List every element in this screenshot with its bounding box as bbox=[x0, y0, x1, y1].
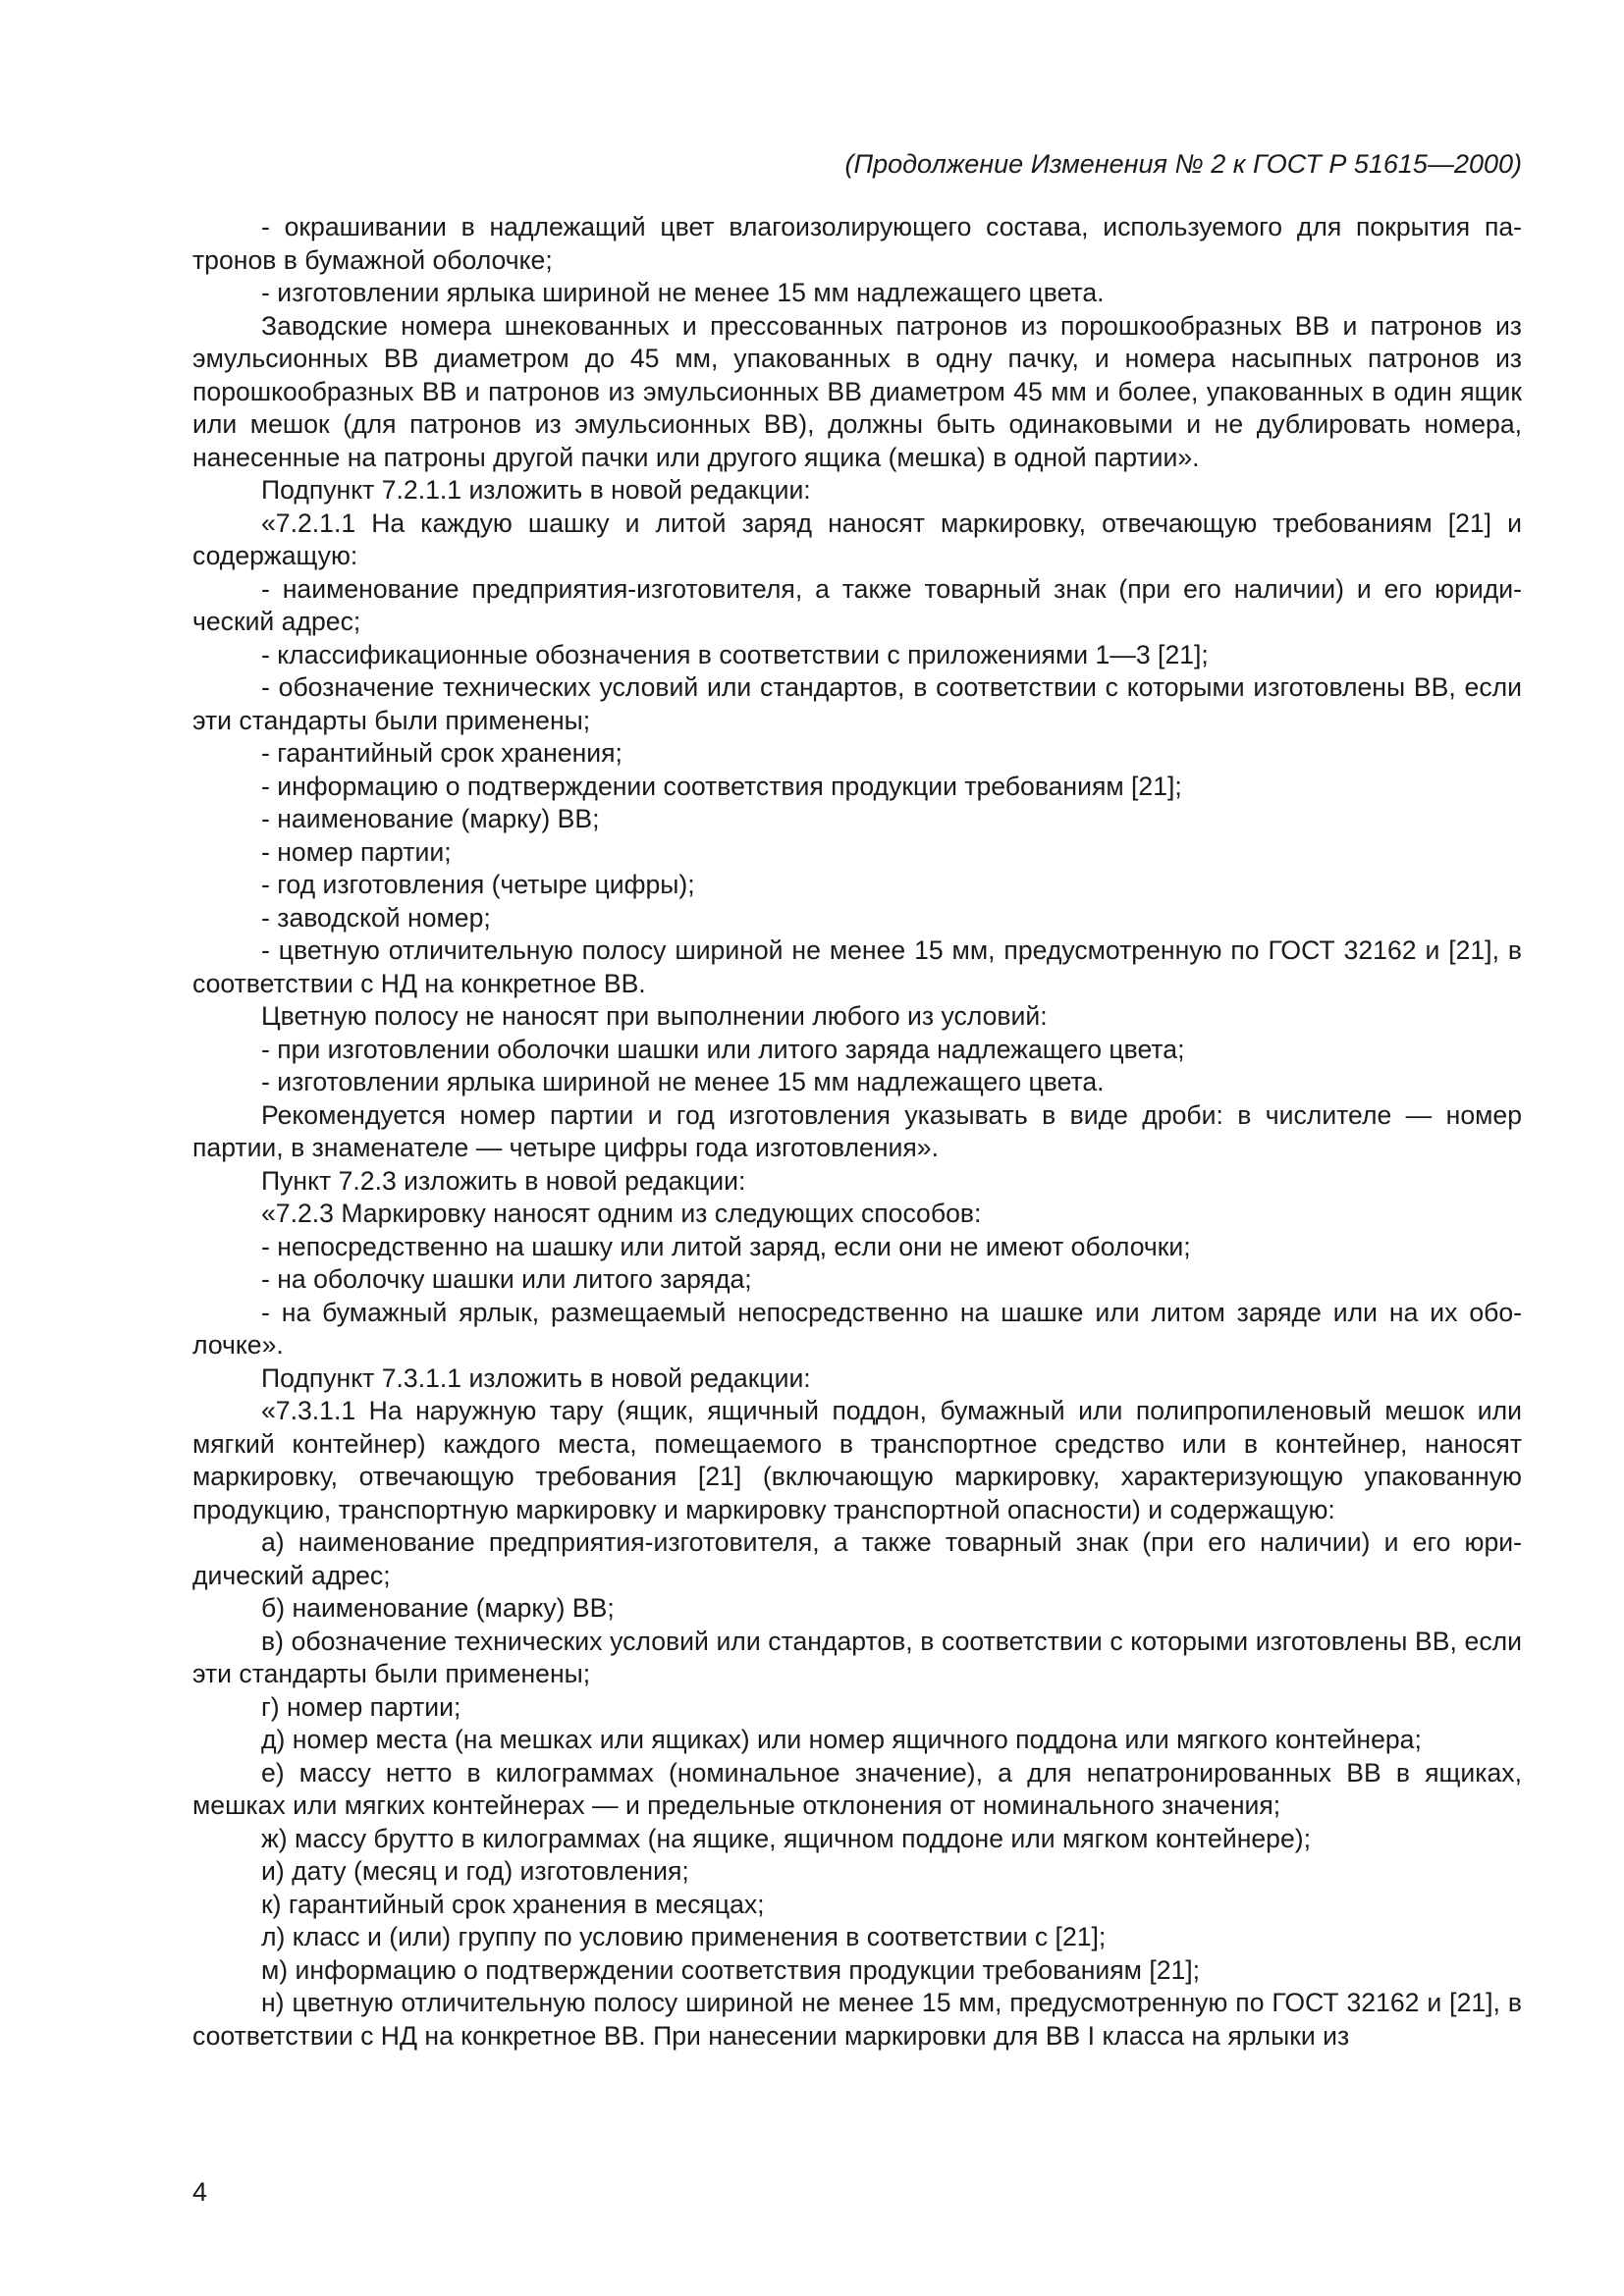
paragraph: Подпункт 7.3.1.1 изложить в новой редакции: bbox=[261, 1362, 811, 1393]
paragraph: б) наименование (марку) ВВ; bbox=[261, 1593, 615, 1623]
paragraph: е) массу нетто в килограммах (номинальное значение), а для непатронированных ВВ в ящиках, мешках или мягких контейнерах — и предельные отклонения от номинального значения; bbox=[192, 1757, 1522, 1820]
paragraph: - цветную отличительную полосу шириной не менее 15 мм, предусмотренную по ГОСТ 32162 и [21], в соответствии с НД на конкретное ВВ. bbox=[192, 935, 1522, 998]
paragraph: м) информацию о подтверждении соответствия продукции требованиям [21]; bbox=[261, 1954, 1201, 1985]
paragraph: - год изготовления (четыре цифры); bbox=[261, 870, 695, 899]
paragraph: н) цветную отличительную полосу шириной не менее 15 мм, предусмотренную по ГОСТ 32162 и [21], в соответствии с НД на конкретное ВВ. При нанесении маркировки для ВВ I класса на ярлыки из bbox=[192, 1988, 1522, 2051]
paragraph: - на бумажный ярлык, размещаемый непосредственно на шашке или литом заряде или на их оболочке». bbox=[192, 1297, 1522, 1360]
paragraph: Заводские номера шнекованных и прессованных патронов из порошкообразных ВВ и патронов из эмульсионных ВВ диаметром до 45 мм, упакованных в одну пачку, и номера насыпных патронов из порошкообразных ВВ и патронов из эмульсионных ВВ диаметром 45 мм и более, упакованных в один ящик или мешок (для патронов из эмульсионных ВВ), должны быть одинаковыми и не дублировать номера, нанесенные на патроны другой пачки или другого ящика (мешка) в одной партии». bbox=[192, 310, 1522, 472]
paragraph: - обозначение технических условий или стандартов, в соответствии с которыми изготовлены ВВ, если эти стандарты были применены; bbox=[192, 672, 1522, 735]
paragraph: - наименование предприятия-изготовителя, а также товарный знак (при его наличии) и его юридический адрес; bbox=[192, 573, 1522, 636]
paragraph: г) номер партии; bbox=[261, 1691, 461, 1722]
paragraph: Цветную полосу не наносят при выполнении любого из условий: bbox=[261, 1001, 1048, 1031]
page-header: (Продолжение Изменения № 2 к ГОСТ Р 51615—2000) bbox=[844, 149, 1522, 179]
paragraph: - классификационные обозначения в соответствии с приложениями 1—3 [21]; bbox=[261, 639, 1209, 669]
page-number: 4 bbox=[192, 2177, 208, 2207]
paragraph: д) номер места (на мешках или ящиках) или номер ящичного поддона или мягкого контейнера; bbox=[261, 1725, 1422, 1754]
paragraph: - окрашивании в надлежащий цвет влагоизолирующего состава, используемого для покрытия патронов в бумажной оболочке; bbox=[192, 212, 1522, 275]
paragraph: - гарантийный срок хранения; bbox=[261, 738, 623, 768]
document-body bbox=[192, 211, 1522, 2053]
paragraph: - на оболочку шашки или литого заряда; bbox=[261, 1264, 752, 1294]
paragraph: - изготовлении ярлыка шириной не менее 15 мм надлежащего цвета. bbox=[261, 278, 1105, 307]
paragraph: - информацию о подтверждении соответствия продукции требованиям [21]; bbox=[261, 771, 1182, 801]
paragraph: - номер партии; bbox=[261, 836, 452, 867]
paragraph: и) дату (месяц и год) изготовления; bbox=[261, 1856, 689, 1886]
paragraph: Рекомендуется номер партии и год изготовления указывать в виде дроби: в числителе — номер партии, в знаменателе — четыре цифры года изготовления». bbox=[192, 1099, 1522, 1162]
paragraph: Подпункт 7.2.1.1 изложить в новой редакции: bbox=[261, 475, 811, 505]
paragraph: «7.2.1.1 На каждую шашку и литой заряд наносят маркировку, отвечающую требованиям [21] и содержащую: bbox=[192, 507, 1522, 570]
paragraph: - заводской номер; bbox=[261, 902, 491, 933]
paragraph: ж) массу брутто в килограммах (на ящике, ящичном поддоне или мягком контейнере); bbox=[261, 1823, 1312, 1853]
paragraph: - наименование (марку) ВВ; bbox=[261, 804, 600, 833]
paragraph: «7.3.1.1 На наружную тару (ящик, ящичный поддон, бумажный или полипропиленовый мешок или мягкий контейнер) каждого места, помещаемого в транспортное средство или в контейнер, наносят маркировку, отвечающую требования [21] (включающую маркировку, характеризующую упакованную продукцию, транспортную маркировку и маркировку транспортной опасности) и содержащую: bbox=[192, 1396, 1522, 1524]
paragraph: Пункт 7.2.3 изложить в новой редакции: bbox=[261, 1165, 746, 1196]
paragraph: - при изготовлении оболочки шашки или литого заряда надлежащего цвета; bbox=[261, 1034, 1185, 1064]
paragraph: в) обозначение технических условий или стандартов, в соответствии с которыми изготовлены ВВ, если эти стандарты были применены; bbox=[192, 1626, 1522, 1688]
paragraph: л) класс и (или) группу по условию применения в соответствии с [21]; bbox=[261, 1922, 1107, 1951]
paragraph: - непосредственно на шашку или литой заряд, если они не имеют оболочки; bbox=[261, 1231, 1191, 1261]
paragraph: к) гарантийный срок хранения в месяцах; bbox=[261, 1889, 765, 1919]
paragraph: - изготовлении ярлыка шириной не менее 15 мм надлежащего цвета. bbox=[261, 1067, 1105, 1096]
paragraph: а) наименование предприятия-изготовителя, а также товарный знак (при его наличии) и его юридический адрес; bbox=[192, 1527, 1522, 1590]
paragraph: «7.2.3 Маркировку наносят одним из следующих способов: bbox=[261, 1199, 982, 1228]
